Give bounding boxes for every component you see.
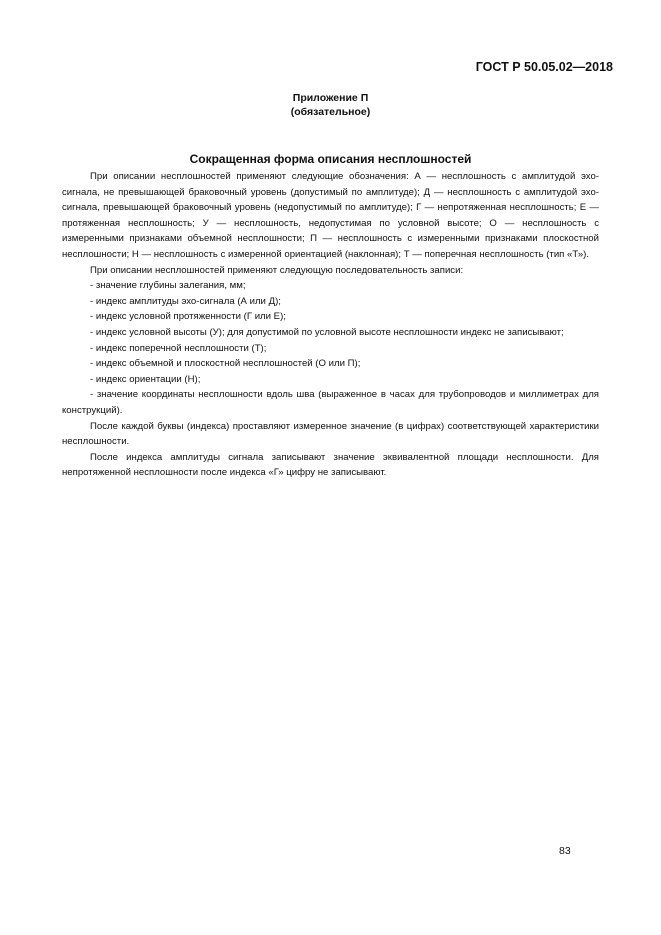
list-item-depth: - значение глубины залегания, мм; [90, 280, 246, 292]
list-item-orientation: - индекс ориентации (Н); [90, 373, 201, 385]
list-item-length: - индекс условной протяженности (Г или Е); [90, 311, 286, 323]
document-code: ГОСТ Р 50.05.02—2018 [475, 60, 613, 74]
section-title: Сокращенная форма описания несплошностей [189, 152, 472, 166]
annex-status: (обязательное) [290, 106, 371, 118]
paragraph-designations: При описании несплошностей применяют следующие обозначения: А — несплошность с амплитудой эхо-сигнала, не превышающей браковочный уровень (допустимый по амплитуде); Д — несплошность с амплитудой эхо-сигнала, превышающей браковочный уровень (недопустимый по амплитуде); Г — непротяженная несплошность; Е — протяженная несплошность; У — несплошность, недопустимая по условной высоте; О — несплошность с измеренными признаками объемной несплошности; П — несплошность с измеренными признаками плоскостной несплошности; Н — несплошность с измеренной ориентацией (наклонная); Т — поперечная несплошность (тип «Т»). [62, 171, 599, 260]
list-item-transverse: - индекс поперечной несплошности (Т); [90, 342, 267, 354]
list-item-height: - индекс условной высоты (У); для допустимой по условной высоте несплошности индекс не записывают; [90, 326, 564, 338]
list-item-coordinate: - значение координаты несплошности вдоль шва (выраженное в часах для трубопроводов и миллиметрах для конструкций). [62, 389, 599, 416]
body-text [62, 169, 599, 481]
paragraph-sequence-intro: При описании несплошностей применяют следующую последовательность записи: [90, 264, 464, 276]
list-item-volumetric-planar: - индекс объемной и плоскостной несплошностей (О или П); [90, 358, 361, 370]
paragraph-equivalent-area: После индекса амплитуды сигнала записывают значение эквивалентной площади несплошности. Для непротяженной несплошности после индекса «Г» цифру не записывают. [62, 451, 599, 479]
list-item-amplitude: - индекс амплитуды эхо-сигнала (А или Д); [90, 295, 281, 307]
paragraph-measured-values: После каждой буквы (индекса) проставляют измеренное значение (в цифрах) соответствующей характеристики несплошности. [62, 420, 599, 448]
annex-heading [0, 91, 661, 119]
page-number: 83 [559, 845, 571, 857]
annex-title: Приложение П [292, 92, 369, 104]
